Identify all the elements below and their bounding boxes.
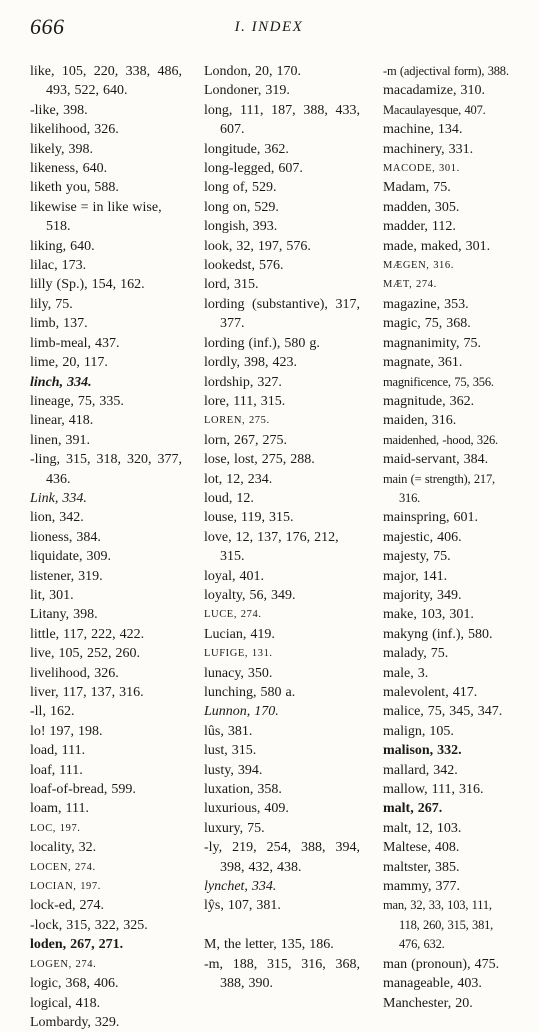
index-entry: loam, 111. (30, 801, 89, 817)
index-entry: Lucian, 419. (204, 626, 275, 642)
index-entry: lo! 197, 198. (30, 723, 103, 739)
index-entry: limb-meal, 437. (30, 335, 120, 351)
index-entry: liking, 640. (30, 238, 95, 254)
index-entry: Link, 334. (30, 490, 87, 506)
index-entry: -ly, 219, 254, 388, 394, 398, 432, 438. (204, 840, 360, 875)
running-head: I. INDEX (234, 19, 304, 35)
index-entry: Lunnon, 170. (204, 704, 279, 720)
index-entry: -ling, 315, 318, 320, 377, 436. (30, 452, 182, 487)
index-entry: louse, 119, 315. (204, 510, 294, 526)
index-entry: lilac, 173. (30, 258, 87, 274)
index-entry: linen, 391. (30, 432, 90, 448)
index-entry: mainspring, 601. (383, 510, 478, 526)
index-entry: lion, 342. (30, 510, 84, 526)
index-entry: magnitude, 362. (383, 393, 475, 409)
index-column-2 (204, 62, 360, 993)
index-entry: lime, 20, 117. (30, 355, 108, 371)
index-entry: majority, 349. (383, 587, 462, 603)
index-entry: made, maked, 301. (383, 238, 491, 254)
index-entry: longish, 393. (204, 219, 278, 235)
index-entry: -ll, 162. (30, 704, 75, 720)
index-entry: LOC, 197. (30, 822, 81, 834)
index-entry: locality, 32. (30, 840, 97, 856)
index-entry: likely, 398. (30, 141, 93, 157)
index-entry: liketh you, 588. (30, 180, 119, 196)
index-entry: malady, 75. (383, 646, 449, 662)
index-column-1 (30, 62, 182, 1032)
index-entry: lunacy, 350. (204, 665, 273, 681)
index-entry: LOGEN, 274. (30, 958, 97, 970)
index-entry: likelihood, 326. (30, 122, 119, 138)
index-entry: Maltese, 408. (383, 840, 460, 856)
index-entry: Lombardy, 329. (30, 1014, 120, 1030)
index-entry: long-legged, 607. (204, 161, 303, 177)
index-entry: Londoner, 319. (204, 83, 290, 99)
index-entry: man, 32, 33, 103, 111, 118, 260, 315, 381, 476, 632. (383, 898, 494, 952)
index-entry: LOCIAN, 197. (30, 881, 101, 893)
index-entry: malign, 105. (383, 723, 454, 739)
index-entry: majestic, 406. (383, 529, 462, 545)
index-entry: likewise = in like wise, 518. (30, 199, 162, 235)
index-entry: mallow, 111, 316. (383, 782, 484, 798)
index-entry: likeness, 640. (30, 161, 108, 177)
index-entry: malt, 12, 103. (383, 820, 462, 836)
index-entry: lilly (Sp.), 154, 162. (30, 277, 145, 293)
index-entry: maiden, 316. (383, 413, 457, 429)
index-entry: luxury, 75. (204, 820, 265, 836)
index-entry: malice, 75, 345, 347. (383, 704, 503, 720)
index-entry: magnificence, 75, 356. (383, 374, 494, 389)
index-entry: linch, 334. (30, 374, 92, 390)
index-entry: listener, 319. (30, 568, 103, 584)
index-entry: maid-servant, 384. (383, 452, 489, 468)
index-entry: liver, 117, 137, 316. (30, 685, 144, 700)
index-entry: maidenhed, -hood, 326. (383, 432, 498, 447)
index-entry: Macaulayesque, 407. (383, 102, 486, 117)
index-entry: -m, 188, 315, 316, 368, 388, 390. (204, 956, 360, 992)
index-entry: lynchet, 334. (204, 879, 277, 895)
index-entry: malt, 267. (383, 801, 443, 817)
index-entry: limb, 137. (30, 316, 88, 332)
index-entry: look, 32, 197, 576. (204, 238, 311, 254)
index-entry: little, 117, 222, 422. (30, 626, 145, 642)
index-entry: long of, 529. (204, 180, 277, 196)
page-number: 666 (30, 14, 65, 39)
index-entry: macadamize, 310. (383, 83, 485, 99)
index-entry: -m (adjectival form), 388. (383, 64, 509, 78)
index-entry: loud, 12. (204, 490, 254, 506)
index-entry: London, 20, 170. (204, 64, 302, 79)
index-entry: logic, 368, 406. (30, 976, 119, 992)
index-entry: linear, 418. (30, 413, 94, 429)
index-entry: lunching, 580 a. (204, 685, 296, 700)
index-entry: makyng (inf.), 580. (383, 626, 493, 642)
index-entry: lordship, 327. (204, 374, 282, 390)
index-entry: lŷs, 107, 381. (204, 898, 281, 914)
index-entry: maltster, 385. (383, 859, 460, 875)
index-entry: livelihood, 326. (30, 665, 119, 681)
index-entry: Madam, 75. (383, 180, 451, 196)
index-entry: magnate, 361. (383, 355, 463, 371)
index-entry: loyalty, 56, 349. (204, 587, 296, 603)
index-entry: madden, 305. (383, 199, 460, 215)
index-entry: malison, 332. (383, 743, 462, 759)
index-entry: make, 103, 301. (383, 607, 474, 623)
index-entry: lily, 75. (30, 296, 73, 312)
index-entry: LOCEN, 274. (30, 861, 96, 873)
index-entry: mammy, 377. (383, 879, 460, 895)
index-entry: magnanimity, 75. (383, 335, 481, 351)
index-entry: machine, 134. (383, 122, 463, 138)
index-entry: like, 105, 220, 338, 486, 493, 522, 640. (30, 64, 182, 99)
index-entry: lûs, 381. (204, 723, 253, 739)
index-entry: lore, 111, 315. (204, 393, 286, 409)
index-entry: lock-ed, 274. (30, 898, 104, 914)
index-entry: lit, 301. (30, 587, 74, 603)
index-entry: -like, 398. (30, 102, 88, 118)
index-entry: man (pronoun), 475. (383, 956, 500, 972)
index-entry: lusty, 394. (204, 762, 263, 778)
index-entry: magazine, 353. (383, 296, 469, 312)
index-entry: lookedst, 576. (204, 258, 284, 274)
index-entry: MÆT, 274. (383, 279, 437, 291)
index-entry: MACODE, 301. (383, 163, 460, 175)
index-entry: load, 111. (30, 743, 86, 759)
index-entry: -lock, 315, 322, 325. (30, 917, 148, 933)
index-entry: madder, 112. (383, 219, 456, 235)
index-column-3 (383, 62, 513, 1013)
index-entry: loaf, 111. (30, 762, 83, 778)
index-entry: male, 3. (383, 665, 429, 681)
index-entry: main (= strength), 217, 316. (383, 471, 495, 505)
index-entry: major, 141. (383, 568, 448, 584)
index-entry: LUCE, 274. (204, 609, 262, 621)
index-entry: loden, 267, 271. (30, 937, 124, 953)
index-entry: liquidate, 309. (30, 549, 111, 565)
index-entry: lose, lost, 275, 288. (204, 452, 315, 468)
index-entry: love, 12, 137, 176, 212, 315. (204, 529, 339, 565)
index-entry: long on, 529. (204, 199, 279, 215)
index-entry: malevolent, 417. (383, 685, 478, 700)
index-entry: magic, 75, 368. (383, 316, 471, 332)
index-entry: lordly, 398, 423. (204, 355, 298, 371)
index-entry: MÆGEN, 316. (383, 260, 454, 272)
index-entry: manageable, 403. (383, 976, 482, 992)
index-entry: long, 111, 187, 388, 433, 607. (204, 102, 360, 138)
index-entry: loaf-of-bread, 599. (30, 782, 136, 798)
index-entry: lust, 315. (204, 743, 257, 759)
index-entry: Manchester, 20. (383, 995, 473, 1011)
index-entry: lineage, 75, 335. (30, 393, 124, 409)
index-entry: Litany, 398. (30, 607, 98, 623)
index-entry: luxurious, 409. (204, 801, 289, 817)
index-entry: lord, 315. (204, 277, 259, 293)
index-entry: live, 105, 252, 260. (30, 646, 140, 662)
index-entry: lording (substantive), 317, 377. (204, 296, 360, 332)
index-entry: lording (inf.), 580 g. (204, 335, 320, 351)
index-entry: machinery, 331. (383, 141, 474, 157)
index-entry: majesty, 75. (383, 549, 451, 565)
index-entry: lot, 12, 234. (204, 471, 273, 487)
index-entry: mallard, 342. (383, 762, 458, 778)
index-entry: luxation, 358. (204, 782, 282, 798)
index-entry: lioness, 384. (30, 529, 101, 545)
index-entry: loyal, 401. (204, 568, 264, 584)
index-entry: LUFIGE, 131. (204, 648, 273, 660)
index-entry: logical, 418. (30, 995, 101, 1011)
index-entry: lorn, 267, 275. (204, 432, 288, 448)
index-entry: longitude, 362. (204, 141, 289, 157)
index-entry: M, the letter, 135, 186. (204, 937, 334, 953)
index-entry: LOREN, 275. (204, 415, 270, 427)
